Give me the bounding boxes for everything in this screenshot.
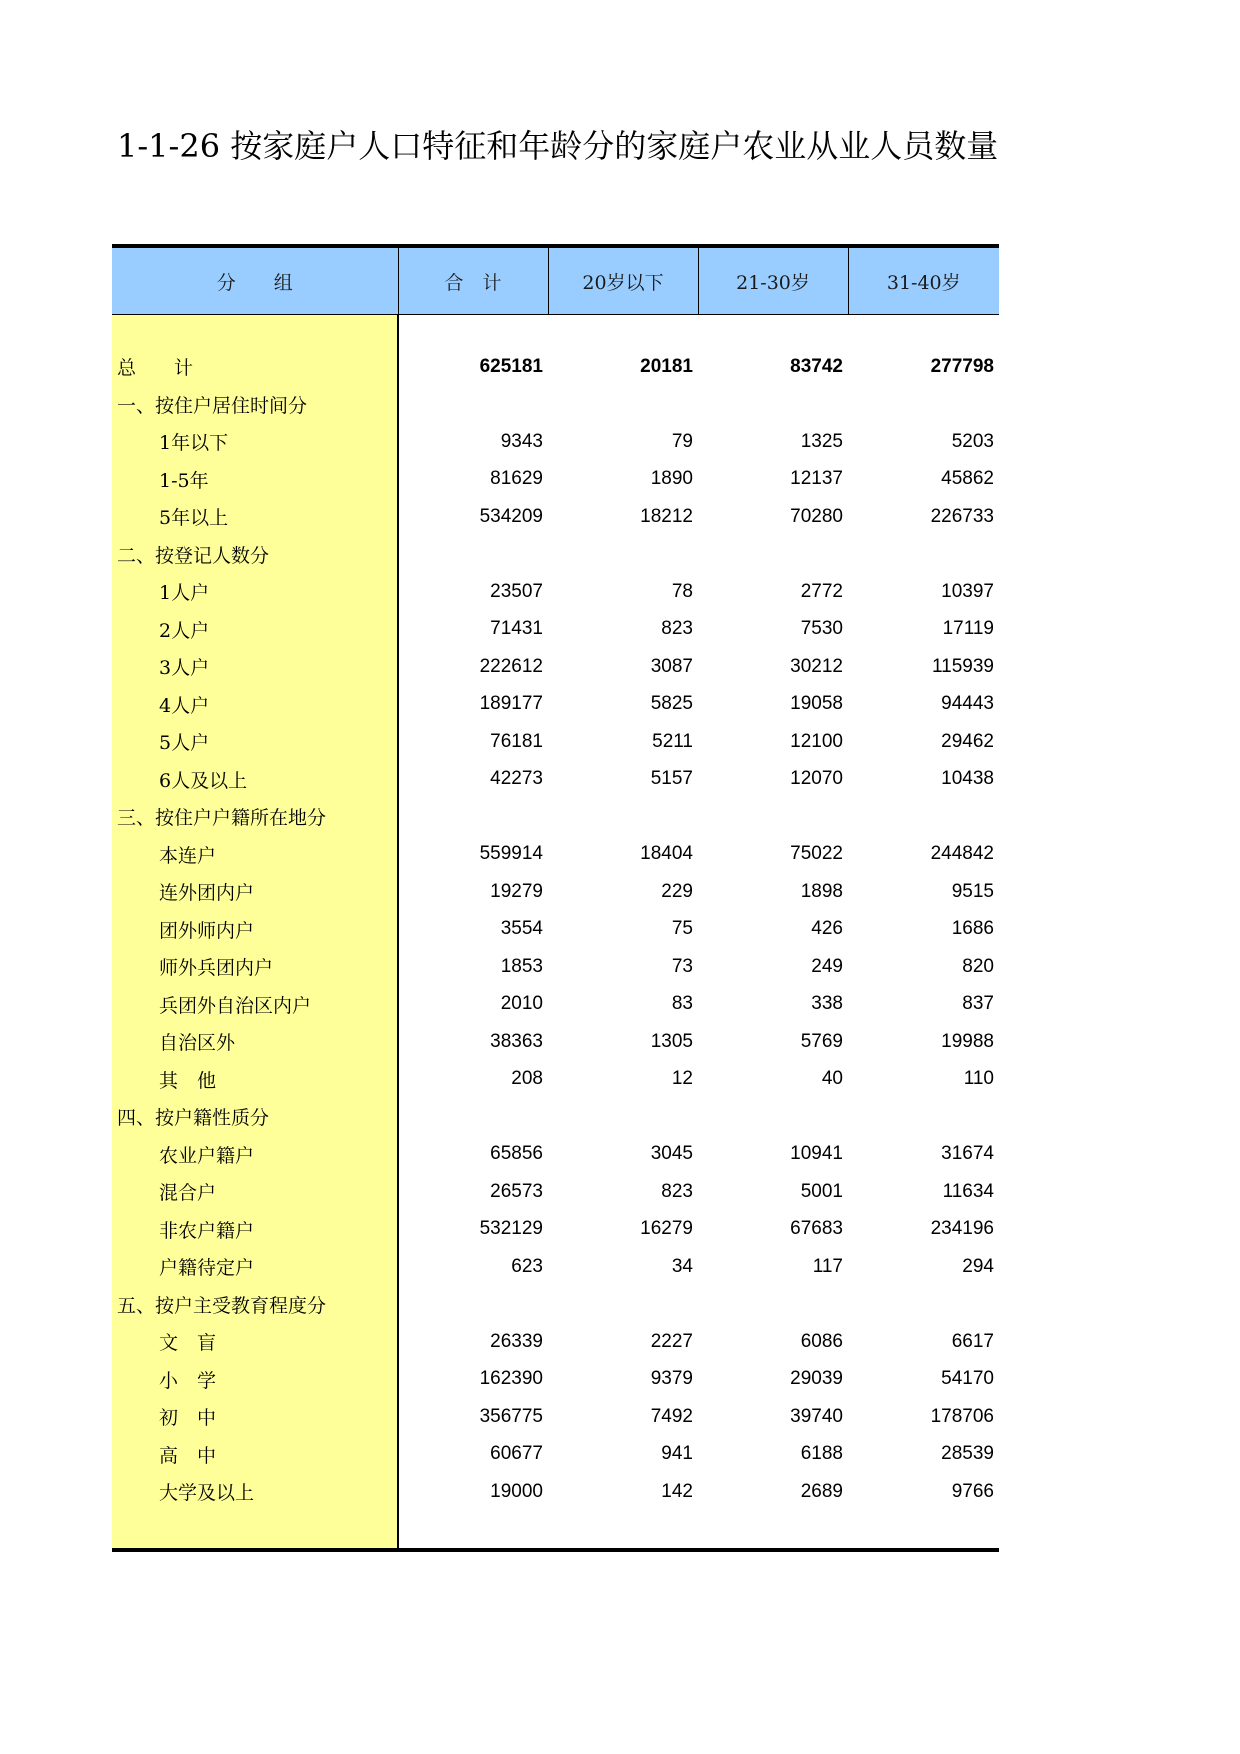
column-header-under-20: 20岁以下 <box>548 246 698 315</box>
cell-total: 76181 <box>490 730 543 752</box>
cell-total: 559914 <box>479 843 543 865</box>
data-table <box>112 244 999 1552</box>
cell-total: 534209 <box>479 505 543 527</box>
row-label: 1-5年 <box>112 461 398 499</box>
cell-31-40: 54170 <box>941 1368 994 1390</box>
cell-total: 26339 <box>490 1330 543 1352</box>
cell-21-30: 338 <box>811 993 843 1015</box>
table-row <box>112 1211 999 1249</box>
cell-31-40: 28539 <box>941 1443 994 1465</box>
row-label: 自治区外 <box>112 1023 398 1061</box>
cell-total: 625181 <box>479 355 543 377</box>
row-label: 其 他 <box>112 1061 398 1099</box>
row-label: 户籍待定户 <box>112 1248 398 1286</box>
cell-31-40: 94443 <box>941 693 994 715</box>
table-row <box>112 986 999 1024</box>
cell-total: 162390 <box>479 1368 543 1390</box>
cell-31-40: 6617 <box>951 1330 994 1352</box>
table-body <box>112 315 999 1550</box>
cell-under-20: 1890 <box>650 468 693 490</box>
cell-under-20: 5157 <box>650 768 693 790</box>
page-title: 1-1-26 按家庭户人口特征和年龄分的家庭户农业从业人员数量 <box>117 127 999 165</box>
cell-21-30: 7530 <box>800 618 843 640</box>
column-header-21-30: 21-30岁 <box>698 246 848 315</box>
table-bottom-row <box>112 1511 999 1550</box>
row-label: 3人户 <box>112 648 398 686</box>
row-label: 非农户籍户 <box>112 1211 398 1249</box>
spacer-row <box>112 315 999 349</box>
cell-total: 81629 <box>490 468 543 490</box>
cell-31-40: 244842 <box>930 843 994 865</box>
row-label: 农业户籍户 <box>112 1136 398 1174</box>
data-table-container <box>112 244 999 1552</box>
row-label: 高 中 <box>112 1436 398 1474</box>
row-label: 1人户 <box>112 573 398 611</box>
table-row <box>112 1473 999 1511</box>
row-label: 4人户 <box>112 686 398 724</box>
cell-21-30: 10941 <box>790 1143 843 1165</box>
cell-31-40: 234196 <box>930 1218 994 1240</box>
cell-under-20: 18212 <box>640 505 693 527</box>
table-row <box>112 1361 999 1399</box>
cell-31-40: 10438 <box>941 768 994 790</box>
table-row <box>112 648 999 686</box>
cell-under-20: 20181 <box>640 355 693 377</box>
total-row <box>112 348 999 386</box>
cell-total: 189177 <box>479 693 543 715</box>
section-label: 三、按住户户籍所在地分 <box>112 798 398 836</box>
cell-21-30: 1325 <box>800 430 843 452</box>
row-label: 5人户 <box>112 723 398 761</box>
cell-21-30: 2689 <box>800 1480 843 1502</box>
cell-under-20: 5211 <box>652 730 693 752</box>
section-row <box>112 1098 999 1136</box>
cell-under-20: 229 <box>661 880 693 902</box>
cell-total: 38363 <box>490 1030 543 1052</box>
cell-21-30: 67683 <box>790 1218 843 1240</box>
section-row <box>112 536 999 574</box>
cell-under-20: 1305 <box>650 1030 693 1052</box>
cell-21-30: 426 <box>811 918 843 940</box>
cell-under-20: 9379 <box>650 1368 693 1390</box>
cell-under-20: 2227 <box>650 1330 693 1352</box>
cell-under-20: 3087 <box>650 655 693 677</box>
column-header-group: 分 组 <box>112 246 398 315</box>
cell-total: 19000 <box>490 1480 543 1502</box>
cell-21-30: 39740 <box>790 1405 843 1427</box>
cell-21-30: 5769 <box>800 1030 843 1052</box>
cell-under-20: 34 <box>671 1255 693 1277</box>
cell-total: 26573 <box>490 1180 543 1202</box>
cell-under-20: 12 <box>671 1068 693 1090</box>
cell-total: 1853 <box>500 955 543 977</box>
cell-31-40: 11634 <box>942 1180 994 1202</box>
cell-total: 3554 <box>500 918 543 940</box>
cell-31-40: 115939 <box>932 655 994 677</box>
header-row <box>112 246 999 315</box>
cell-under-20: 75 <box>671 918 693 940</box>
cell-under-20: 78 <box>671 580 693 602</box>
section-row <box>112 1286 999 1324</box>
row-label: 本连户 <box>112 836 398 874</box>
cell-31-40: 5203 <box>951 430 994 452</box>
cell-21-30: 19058 <box>790 693 843 715</box>
cell-under-20: 823 <box>661 1180 693 1202</box>
cell-total: 65856 <box>490 1143 543 1165</box>
cell-total: 23507 <box>490 580 543 602</box>
cell-31-40: 31674 <box>941 1143 994 1165</box>
table-row <box>112 761 999 799</box>
cell-total: 19279 <box>490 880 543 902</box>
table-row <box>112 723 999 761</box>
cell-under-20: 83 <box>671 993 693 1015</box>
section-row <box>112 386 999 424</box>
table-row <box>112 948 999 986</box>
cell-21-30: 29039 <box>790 1368 843 1390</box>
column-header-31-40: 31-40岁 <box>848 246 999 315</box>
cell-31-40: 277798 <box>930 355 994 377</box>
cell-21-30: 117 <box>812 1255 843 1277</box>
section-label: 五、按户主受教育程度分 <box>112 1286 398 1324</box>
table-row <box>112 873 999 911</box>
row-label: 兵团外自治区内户 <box>112 986 398 1024</box>
table-row <box>112 1023 999 1061</box>
cell-21-30: 1898 <box>800 880 843 902</box>
cell-31-40: 17119 <box>942 618 994 640</box>
cell-31-40: 9766 <box>951 1480 994 1502</box>
row-label: 5年以上 <box>112 498 398 536</box>
table-row <box>112 1398 999 1436</box>
section-label: 四、按户籍性质分 <box>112 1098 398 1136</box>
cell-21-30: 75022 <box>790 843 843 865</box>
cell-under-20: 3045 <box>650 1143 693 1165</box>
cell-31-40: 9515 <box>951 880 994 902</box>
cell-31-40: 10397 <box>941 580 994 602</box>
cell-31-40: 19988 <box>941 1030 994 1052</box>
cell-under-20: 16279 <box>640 1218 693 1240</box>
section-row <box>112 798 999 836</box>
row-label: 6人及以上 <box>112 761 398 799</box>
cell-under-20: 142 <box>661 1480 693 1502</box>
cell-21-30: 5001 <box>800 1180 843 1202</box>
cell-31-40: 1686 <box>951 918 994 940</box>
section-label: 一、按住户居住时间分 <box>112 386 398 424</box>
cell-total: 71431 <box>490 618 543 640</box>
cell-21-30: 12137 <box>790 468 843 490</box>
cell-total: 42273 <box>490 768 543 790</box>
table-row <box>112 1436 999 1474</box>
table-row <box>112 1173 999 1211</box>
cell-total: 532129 <box>479 1218 543 1240</box>
cell-21-30: 40 <box>821 1068 843 1090</box>
table-row <box>112 911 999 949</box>
row-label: 2人户 <box>112 611 398 649</box>
cell-31-40: 29462 <box>941 730 994 752</box>
row-label: 文 盲 <box>112 1323 398 1361</box>
table-row <box>112 498 999 536</box>
row-label: 团外师内户 <box>112 911 398 949</box>
cell-total: 2010 <box>500 993 543 1015</box>
table-row <box>112 1248 999 1286</box>
table-row <box>112 1136 999 1174</box>
table-row <box>112 461 999 499</box>
cell-31-40: 110 <box>963 1068 994 1090</box>
cell-under-20: 79 <box>671 430 693 452</box>
section-label: 二、按登记人数分 <box>112 536 398 574</box>
cell-21-30: 12100 <box>790 730 843 752</box>
cell-under-20: 941 <box>661 1443 693 1465</box>
row-label: 1年以下 <box>112 423 398 461</box>
cell-21-30: 6086 <box>800 1330 843 1352</box>
cell-21-30: 12070 <box>790 768 843 790</box>
cell-31-40: 226733 <box>930 505 994 527</box>
cell-21-30: 30212 <box>790 655 843 677</box>
cell-21-30: 70280 <box>790 505 843 527</box>
cell-total: 60677 <box>490 1443 543 1465</box>
table-row <box>112 1323 999 1361</box>
row-label: 连外团内户 <box>112 873 398 911</box>
table-row <box>112 573 999 611</box>
cell-total: 208 <box>511 1068 543 1090</box>
cell-21-30: 249 <box>811 955 843 977</box>
row-label: 混合户 <box>112 1173 398 1211</box>
table-row <box>112 1061 999 1099</box>
cell-under-20: 18404 <box>640 843 693 865</box>
cell-under-20: 823 <box>661 618 693 640</box>
cell-31-40: 837 <box>962 993 994 1015</box>
row-label: 大学及以上 <box>112 1473 398 1511</box>
cell-31-40: 178706 <box>930 1405 994 1427</box>
cell-total: 9343 <box>500 430 543 452</box>
cell-31-40: 45862 <box>941 468 994 490</box>
cell-21-30: 6188 <box>800 1443 843 1465</box>
cell-under-20: 7492 <box>650 1405 693 1427</box>
cell-total: 623 <box>511 1255 543 1277</box>
column-header-total: 合 计 <box>398 246 548 315</box>
cell-total: 356775 <box>479 1405 543 1427</box>
table-row <box>112 611 999 649</box>
row-label: 师外兵团内户 <box>112 948 398 986</box>
cell-21-30: 83742 <box>790 355 843 377</box>
row-label: 总 计 <box>112 348 398 386</box>
cell-under-20: 73 <box>671 955 693 977</box>
table-row <box>112 836 999 874</box>
cell-total: 222612 <box>479 655 543 677</box>
cell-31-40: 820 <box>962 955 994 977</box>
row-label: 初 中 <box>112 1398 398 1436</box>
table-row <box>112 423 999 461</box>
cell-21-30: 2772 <box>800 580 843 602</box>
cell-31-40: 294 <box>962 1255 994 1277</box>
row-label: 小 学 <box>112 1361 398 1399</box>
cell-under-20: 5825 <box>650 693 693 715</box>
table-row <box>112 686 999 724</box>
